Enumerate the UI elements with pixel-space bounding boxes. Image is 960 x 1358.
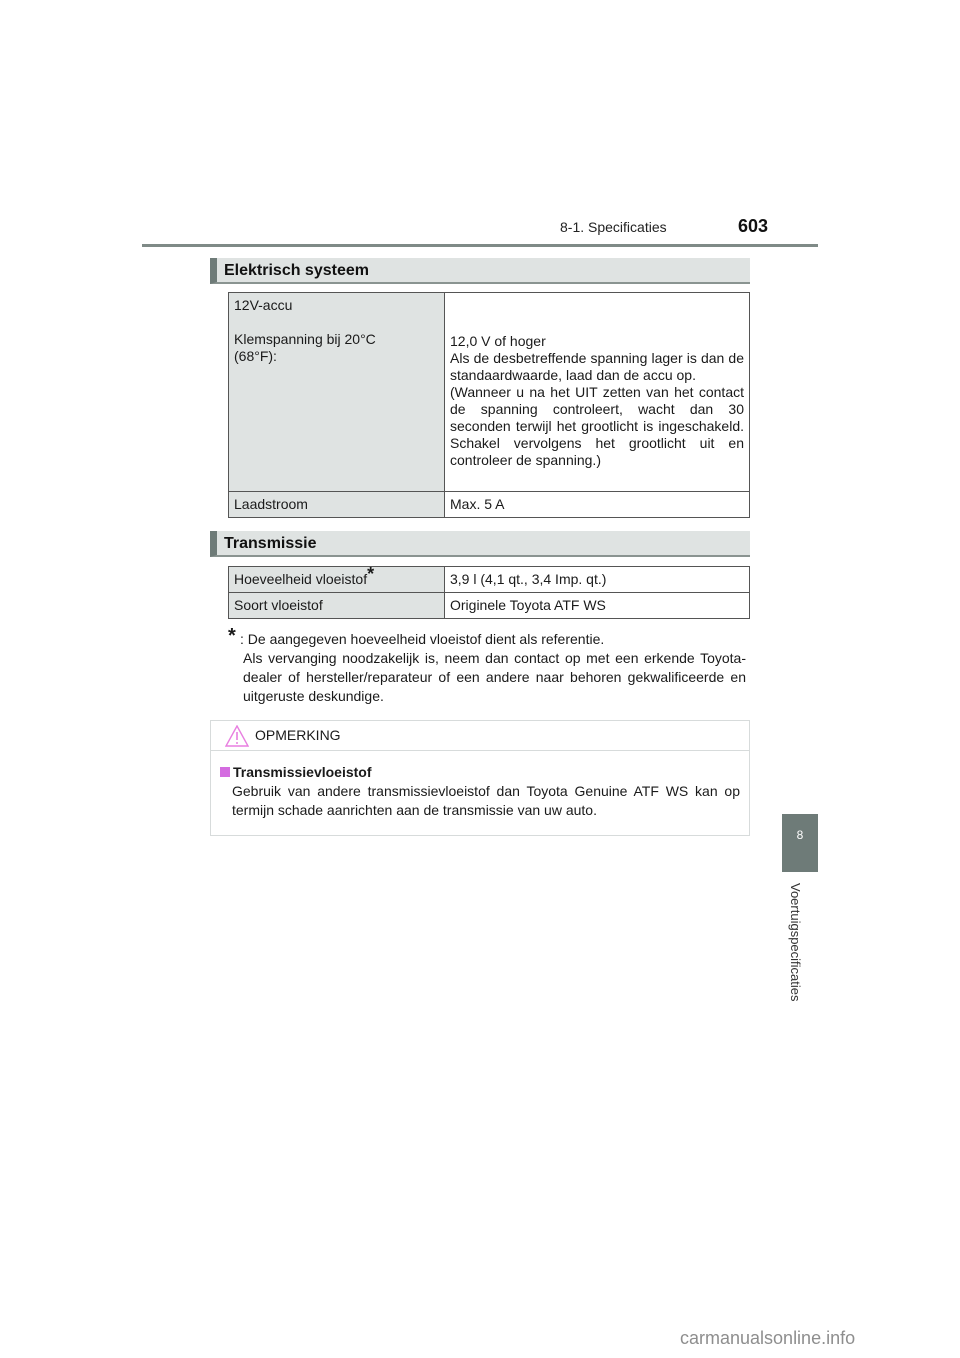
spec-key-battery (229, 293, 445, 492)
chapter-tab: 8 (782, 814, 818, 872)
notice-header (211, 721, 749, 751)
warning-triangle-icon (225, 725, 249, 747)
table-row (229, 293, 750, 492)
voltage-note: Als de desbetreffende spanning lager is dan de standaardwaarde, laad dan de accu op. (450, 350, 744, 383)
section-title-electrical: Elektrisch systeem (210, 258, 750, 284)
spec-key-fluid-type: Soort vloeistof (229, 593, 445, 619)
table-row (229, 492, 750, 518)
chapter-label (786, 883, 804, 1023)
spec-key-charge-current: Laadstroom (229, 492, 445, 518)
header-divider (142, 244, 818, 247)
battery-label: 12V-accu (234, 297, 293, 313)
voltage-check-note: (Wanneer u na het UIT zetten van het contact de spanning controleert, wacht dan 30 seconden terwijl het grootlicht is ingeschakeld. Schakel vervolgens het grootlicht uit en controleer de spanning.) (450, 384, 744, 468)
footnote-mark: * (367, 564, 375, 584)
terminal-voltage-label: Klemspanning bij 20°C (68°F): (234, 331, 376, 364)
spec-value-fluid-type: Originele Toyota ATF WS (445, 593, 750, 619)
table-row (229, 593, 750, 619)
footnote-first-line: : De aangegeven hoeveelheid vloeistof dient als referentie. (240, 631, 605, 647)
section-title-transmission: Transmissie (210, 531, 750, 557)
notice-body (211, 751, 749, 820)
notice-box (210, 720, 750, 836)
spec-key-fluid-quantity (229, 564, 445, 593)
voltage-value: 12,0 V of hoger (450, 333, 546, 349)
table-row (229, 567, 750, 593)
electrical-spec-table (228, 292, 750, 518)
bullet-square-icon (220, 767, 230, 777)
notice-item-text: Gebruik van andere transmissievloeistof dan Toyota Genuine ATF WS kan op termijn schade aanrichten aan de transmissie van uw auto. (232, 783, 740, 818)
section-breadcrumb: 8-1. Specificaties (560, 219, 667, 235)
spec-value-fluid-quantity: 3,9 l (4,1 qt., 3,4 Imp. qt.) (445, 567, 750, 593)
notice-label: OPMERKING (255, 727, 341, 743)
transmission-spec-table (228, 566, 750, 619)
fluid-quantity-label: Hoeveelheid vloeistof (234, 571, 368, 587)
footnote-star: * (228, 625, 236, 647)
page-number: 603 (738, 216, 769, 236)
spec-value-battery (445, 293, 750, 492)
footnote (228, 625, 746, 706)
chapter-label-text: Voertuigspecificaties (788, 883, 803, 1002)
footnote-body: Als vervanging noodzakelijk is, neem dan contact op met een erkende Toyota-dealer of hersteller/reparateur of een andere naar behoren gekwalificeerde en uitgeruste deskundige. (243, 650, 746, 704)
watermark: carmanualsonline.info (680, 1328, 856, 1348)
notice-item-title: Transmissievloeistof (233, 764, 372, 780)
spec-value-charge-current: Max. 5 A (445, 492, 750, 518)
